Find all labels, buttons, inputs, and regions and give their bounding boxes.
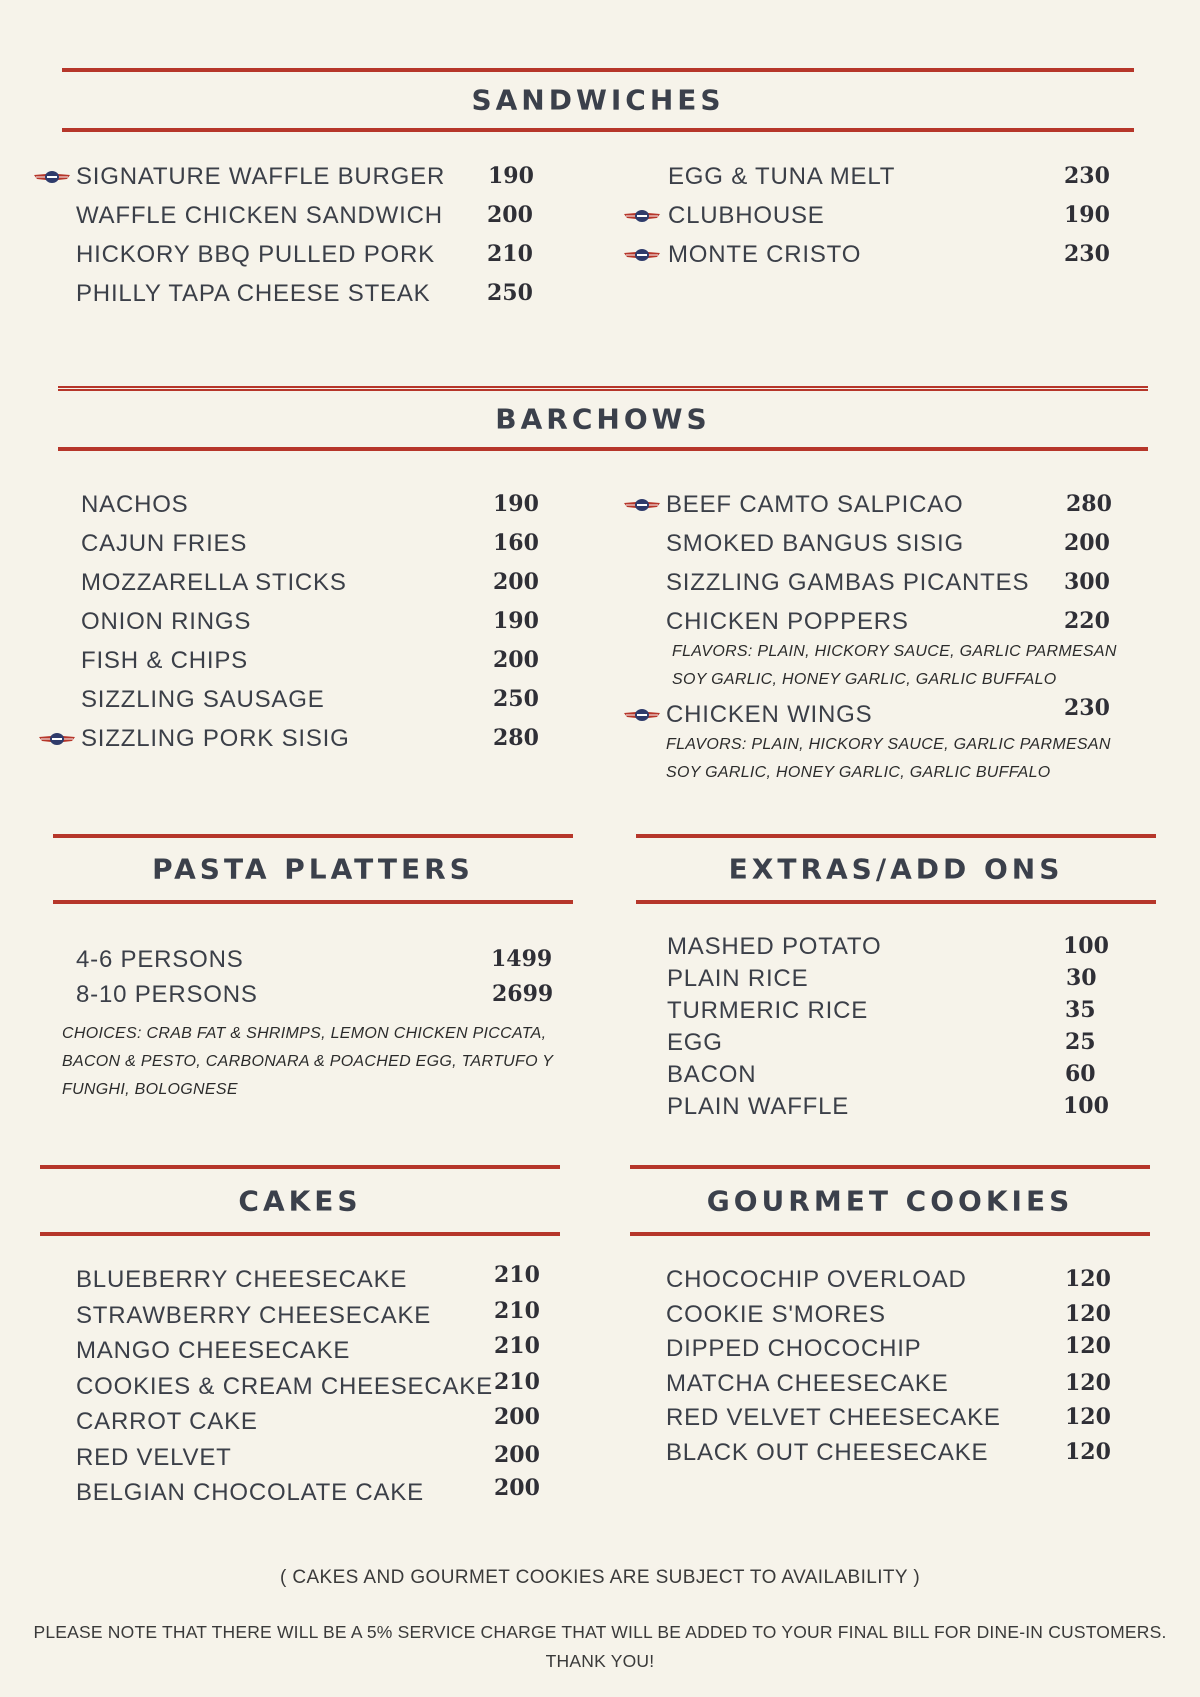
list-item <box>666 608 1126 638</box>
list-item <box>76 946 556 981</box>
item-name: BEEF CAMTO SALPICAO <box>666 491 964 518</box>
list-item <box>668 241 1118 280</box>
flavors-line: SOY GARLIC, HONEY GARLIC, GARLIC BUFFALO <box>666 764 1051 781</box>
item-name: CHOCOCHIP OVERLOAD <box>666 1266 967 1293</box>
item-price: 120 <box>1065 1300 1111 1327</box>
list-item <box>76 1297 556 1338</box>
header-rule-bottom <box>58 447 1148 451</box>
item-name: ONION RINGS <box>81 608 252 635</box>
list-item <box>76 981 556 1016</box>
item-name: RED VELVET CHEESECAKE <box>666 1404 1001 1431</box>
item-price: 190 <box>493 608 539 634</box>
item-price: 2699 <box>492 981 554 1007</box>
list-item <box>76 1441 556 1480</box>
list-item <box>666 1404 1126 1439</box>
item-name: MATCHA CHEESECAKE <box>666 1369 949 1397</box>
item-price: 200 <box>494 1404 540 1430</box>
section-title-pasta: PASTA PLATTERS <box>152 852 474 886</box>
item-price: 35 <box>1065 997 1096 1023</box>
item-price: 60 <box>1065 1061 1096 1087</box>
list-item <box>76 202 546 241</box>
winged-logo-icon <box>39 731 75 747</box>
poppers-flavors <box>672 638 1126 694</box>
item-price: 30 <box>1066 965 1097 991</box>
item-price: 160 <box>493 530 539 556</box>
item-price: 230 <box>1064 241 1110 267</box>
availability-note: ( CAKES AND GOURMET COOKIES ARE SUBJECT TO AVAILABILITY ) <box>279 1567 921 1588</box>
service-charge-note: PLEASE NOTE THAT THERE WILL BE A 5% SERVICE CHARGE THAT WILL BE ADDED TO YOUR FINAL BILL FOR DINE-IN CUSTOMERS. <box>33 1622 1167 1642</box>
list-item <box>666 1335 1126 1370</box>
list-item <box>666 1266 1126 1301</box>
list-item <box>667 1093 1127 1125</box>
winged-logo-icon <box>624 247 660 263</box>
item-name: CHICKEN POPPERS <box>666 608 909 635</box>
choices-line: FUNGHI, BOLOGNESE <box>62 1081 238 1098</box>
list-item <box>666 1301 1126 1336</box>
item-price: 190 <box>493 491 539 517</box>
sandwiches-left-list <box>76 163 546 319</box>
item-price: 120 <box>1065 1333 1111 1359</box>
header-rule-bottom <box>40 1232 560 1236</box>
item-price: 210 <box>494 1297 540 1324</box>
extras-list <box>667 933 1127 1125</box>
item-price: 200 <box>494 1441 540 1468</box>
item-name: SMOKED BANGUS SISIG <box>666 530 964 557</box>
list-item <box>81 608 551 647</box>
item-price: 230 <box>1064 163 1110 189</box>
list-item <box>81 725 551 764</box>
item-price: 210 <box>494 1262 540 1288</box>
list-item <box>76 163 546 202</box>
list-item <box>666 569 1126 608</box>
item-price: 100 <box>1063 933 1109 959</box>
list-item <box>666 695 1126 731</box>
list-item <box>666 491 1126 530</box>
item-name: 8-10 PERSONS <box>76 981 258 1008</box>
pasta-choices <box>62 1020 562 1104</box>
list-item <box>666 1370 1126 1405</box>
list-item <box>76 280 546 319</box>
list-item <box>666 1439 1126 1474</box>
item-name: MOZZARELLA STICKS <box>81 569 347 596</box>
item-name: DIPPED CHOCOCHIP <box>666 1335 922 1362</box>
header-rule-bottom <box>636 900 1156 904</box>
item-name: EGG & TUNA MELT <box>668 163 896 190</box>
item-price: 120 <box>1065 1404 1111 1430</box>
list-item <box>667 965 1127 997</box>
item-name: CARROT CAKE <box>76 1408 258 1435</box>
item-price: 280 <box>1066 491 1112 517</box>
item-name: NACHOS <box>81 491 189 518</box>
list-item <box>76 1475 556 1515</box>
flavors-line: FLAVORS: PLAIN, HICKORY SAUCE, GARLIC PARMESAN <box>672 643 1117 660</box>
item-name: BLACK OUT CHEESECAKE <box>666 1438 989 1466</box>
item-price: 210 <box>494 1368 540 1395</box>
item-name: RED VELVET <box>76 1443 232 1471</box>
sandwiches-right-list <box>668 163 1118 280</box>
item-name: PLAIN WAFFLE <box>667 1093 850 1120</box>
item-name: WAFFLE CHICKEN SANDWICH <box>76 202 443 229</box>
item-price: 210 <box>487 241 533 267</box>
header-rule-bottom <box>62 128 1134 132</box>
cakes-header <box>40 1165 560 1236</box>
cookies-list <box>666 1266 1126 1473</box>
item-name: CAJUN FRIES <box>81 530 248 557</box>
list-item <box>81 530 551 569</box>
item-name: CHICKEN WINGS <box>666 701 873 728</box>
item-name: STRAWBERRY CHEESECAKE <box>76 1301 432 1329</box>
list-item <box>81 569 551 608</box>
item-price: 200 <box>494 1475 540 1501</box>
list-item <box>668 163 1118 202</box>
item-price: 190 <box>1064 202 1110 228</box>
winged-logo-icon <box>624 208 660 224</box>
list-item <box>667 997 1127 1029</box>
item-name: MONTE CRISTO <box>668 241 862 268</box>
list-item <box>76 1262 556 1302</box>
flavors-line: FLAVORS: PLAIN, HICKORY SAUCE, GARLIC PARMESAN <box>666 736 1111 753</box>
flavors-line: SOY GARLIC, HONEY GARLIC, GARLIC BUFFALO <box>672 671 1057 688</box>
winged-logo-icon <box>624 707 660 723</box>
sandwiches-header <box>62 68 1134 132</box>
section-title-cakes: CAKES <box>238 1184 362 1217</box>
item-price: 200 <box>493 569 539 595</box>
item-price: 200 <box>1064 530 1110 556</box>
choices-line: CHOICES: CRAB FAT & SHRIMPS, LEMON CHICKEN PICCATA, <box>62 1025 547 1042</box>
list-item <box>668 202 1118 241</box>
item-price: 220 <box>1064 608 1110 634</box>
choices-line: BACON & PESTO, CARBONARA & POACHED EGG, TARTUFO Y <box>62 1053 554 1070</box>
header-rule-top <box>40 1165 560 1169</box>
barchows-left-list <box>81 491 551 764</box>
item-name: SIGNATURE WAFFLE BURGER <box>76 163 446 190</box>
pasta-header <box>53 834 573 904</box>
list-item <box>81 686 551 725</box>
header-rule-top <box>62 68 1134 72</box>
item-name: 4-6 PERSONS <box>76 946 244 973</box>
cookies-header <box>630 1165 1150 1236</box>
item-price: 250 <box>493 686 539 712</box>
item-name: HICKORY BBQ PULLED PORK <box>76 241 435 268</box>
barchows-right-list <box>666 491 1126 787</box>
item-name: TURMERIC RICE <box>667 997 869 1024</box>
list-item <box>667 1061 1127 1093</box>
item-name: SIZZLING PORK SISIG <box>81 725 350 752</box>
item-name: COOKIES & CREAM CHEESECAKE <box>76 1372 493 1400</box>
item-name: EGG <box>667 1029 723 1056</box>
item-name: COOKIE S'MORES <box>666 1300 886 1328</box>
item-name: PHILLY TAPA CHEESE STEAK <box>76 280 431 307</box>
section-title-cookies: GOURMET COOKIES <box>706 1184 1074 1217</box>
item-name: MANGO CHEESECAKE <box>76 1337 351 1364</box>
list-item <box>667 1029 1127 1061</box>
list-item <box>76 1333 556 1373</box>
item-price: 120 <box>1065 1369 1111 1396</box>
item-price: 1499 <box>491 946 553 972</box>
item-name: PLAIN RICE <box>667 965 809 992</box>
list-item <box>666 530 1126 569</box>
header-rule-top <box>53 834 573 838</box>
item-price: 200 <box>493 647 539 673</box>
section-title-extras: EXTRAS/ADD ONS <box>728 852 1064 886</box>
item-price: 100 <box>1063 1093 1109 1119</box>
header-rule-bottom <box>630 1232 1150 1236</box>
wings-flavors <box>666 731 1126 787</box>
item-name: FISH & CHIPS <box>81 647 248 674</box>
list-item <box>667 933 1127 965</box>
header-rule-top <box>636 834 1156 838</box>
item-name: CLUBHOUSE <box>668 202 825 229</box>
extras-header <box>636 834 1156 904</box>
item-name: BACON <box>667 1061 757 1088</box>
item-price: 280 <box>493 725 539 751</box>
list-item <box>81 647 551 686</box>
item-price: 120 <box>1065 1438 1111 1465</box>
header-rule-top <box>58 386 1148 391</box>
winged-logo-icon <box>624 497 660 513</box>
list-item <box>81 491 551 530</box>
item-name: BLUEBERRY CHEESECAKE <box>76 1266 408 1293</box>
header-rule-top <box>630 1165 1150 1169</box>
winged-logo-icon <box>34 169 70 185</box>
item-name: SIZZLING SAUSAGE <box>81 686 325 713</box>
item-price: 200 <box>487 202 533 228</box>
section-title-barchows: BARCHOWS <box>495 402 711 435</box>
item-price: 210 <box>494 1333 540 1359</box>
item-name: BELGIAN CHOCOLATE CAKE <box>76 1479 424 1506</box>
cakes-list <box>76 1262 556 1515</box>
section-title-sandwiches: SANDWICHES <box>471 83 725 117</box>
barchows-header <box>58 386 1148 451</box>
item-price: 120 <box>1065 1266 1111 1292</box>
item-price: 190 <box>488 163 534 189</box>
item-name: MASHED POTATO <box>667 933 882 960</box>
thank-you-note: THANK YOU! <box>545 1651 655 1671</box>
list-item <box>76 241 546 280</box>
list-item <box>76 1368 556 1409</box>
list-item <box>76 1404 556 1444</box>
pasta-list <box>76 946 556 1016</box>
item-price: 230 <box>1064 695 1110 721</box>
item-price: 300 <box>1064 569 1110 595</box>
item-name: SIZZLING GAMBAS PICANTES <box>666 569 1030 596</box>
item-price: 25 <box>1065 1029 1096 1055</box>
header-rule-bottom <box>53 900 573 904</box>
item-price: 250 <box>487 280 533 306</box>
